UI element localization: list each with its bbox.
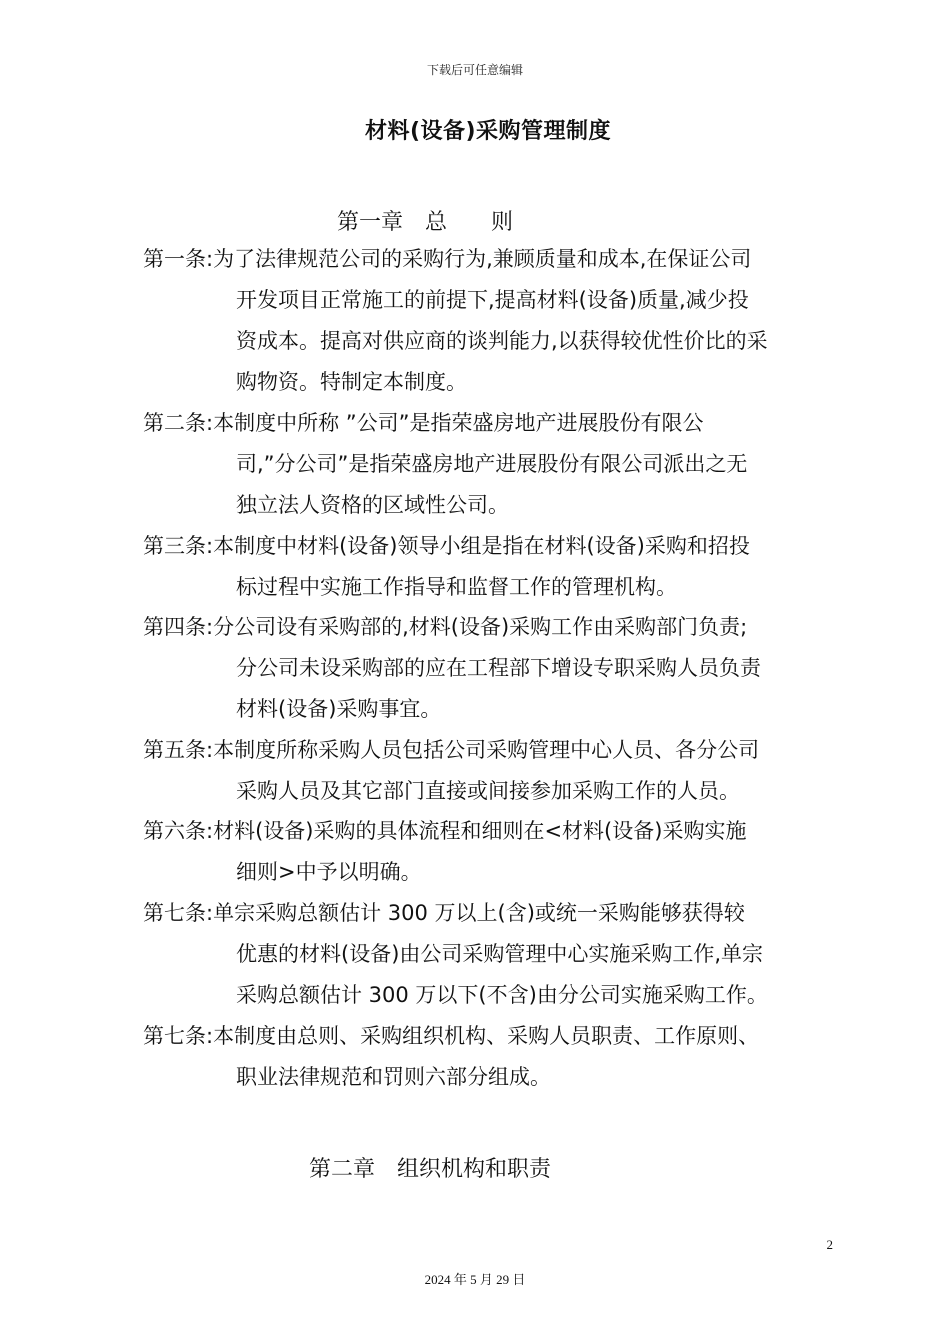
page-number: 2 — [826, 1237, 833, 1252]
article-line: 第一条:为了法律规范公司的采购行为,兼顾质量和成本,在保证公司 — [143, 247, 752, 271]
article-line: 优惠的材料(设备)由公司采购管理中心实施采购工作,单宗 — [236, 942, 764, 966]
article-line: 第三条:本制度中材料(设备)领导小组是指在材料(设备)采购和招投 — [143, 534, 750, 558]
article-line: 标过程中实施工作指导和监督工作的管理机构。 — [236, 575, 677, 599]
article-line: 购物资。特制定本制度。 — [236, 370, 467, 394]
article-line: 第四条:分公司设有采购部的,材料(设备)采购工作由采购部门负责; — [143, 615, 748, 639]
chapter-heading-2: 第二章 组织机构和职责 — [309, 1157, 552, 1182]
article-line: 细则>中予以明确。 — [236, 860, 422, 884]
article-line: 分公司未设采购部的应在工程部下增设专职采购人员负责 — [236, 656, 761, 680]
article-1 — [143, 239, 843, 403]
article-8 — [143, 1016, 843, 1098]
header-note: 下载后可任意编辑 — [426, 63, 523, 77]
document-title: 材料(设备)采购管理制度 — [364, 119, 612, 144]
article-2 — [143, 403, 843, 526]
article-7 — [143, 893, 843, 1016]
article-line: 采购总额估计 300 万以下(不含)由分公司实施采购工作。 — [236, 983, 768, 1007]
article-line: 第六条:材料(设备)采购的具体流程和细则在<材料(设备)采购实施 — [143, 819, 747, 843]
article-line: 第二条:本制度中所称 ”公司”是指荣盛房地产进展股份有限公 — [143, 411, 704, 435]
article-line: 材料(设备)采购事宜。 — [236, 697, 442, 721]
article-3 — [143, 526, 843, 608]
article-line: 第七条:本制度由总则、采购组织机构、采购人员职责、工作原则、 — [143, 1024, 760, 1048]
article-line: 职业法律规范和罚则六部分组成。 — [236, 1065, 551, 1089]
article-line: 采购人员及其它部门直接或间接参加采购工作的人员。 — [236, 779, 740, 803]
article-line: 资成本。提高对供应商的谈判能力,以获得较优性价比的采 — [236, 329, 768, 353]
article-6 — [143, 811, 843, 893]
article-line: 开发项目正常施工的前提下,提高材料(设备)质量,减少投 — [236, 288, 749, 312]
date-footer: 2024 年 5 月 29 日 — [424, 1272, 526, 1287]
article-4 — [143, 607, 843, 730]
article-line: 独立法人资格的区域性公司。 — [236, 493, 509, 517]
article-5 — [143, 730, 843, 812]
article-line: 司,”分公司”是指荣盛房地产进展股份有限公司派出之无 — [236, 452, 748, 476]
article-line: 第五条:本制度所称采购人员包括公司采购管理中心人员、各分公司 — [143, 738, 760, 762]
chapter-heading-1: 第一章 总 则 — [337, 210, 514, 235]
article-line: 第七条:单宗采购总额估计 300 万以上(含)或统一采购能够获得较 — [143, 901, 745, 925]
